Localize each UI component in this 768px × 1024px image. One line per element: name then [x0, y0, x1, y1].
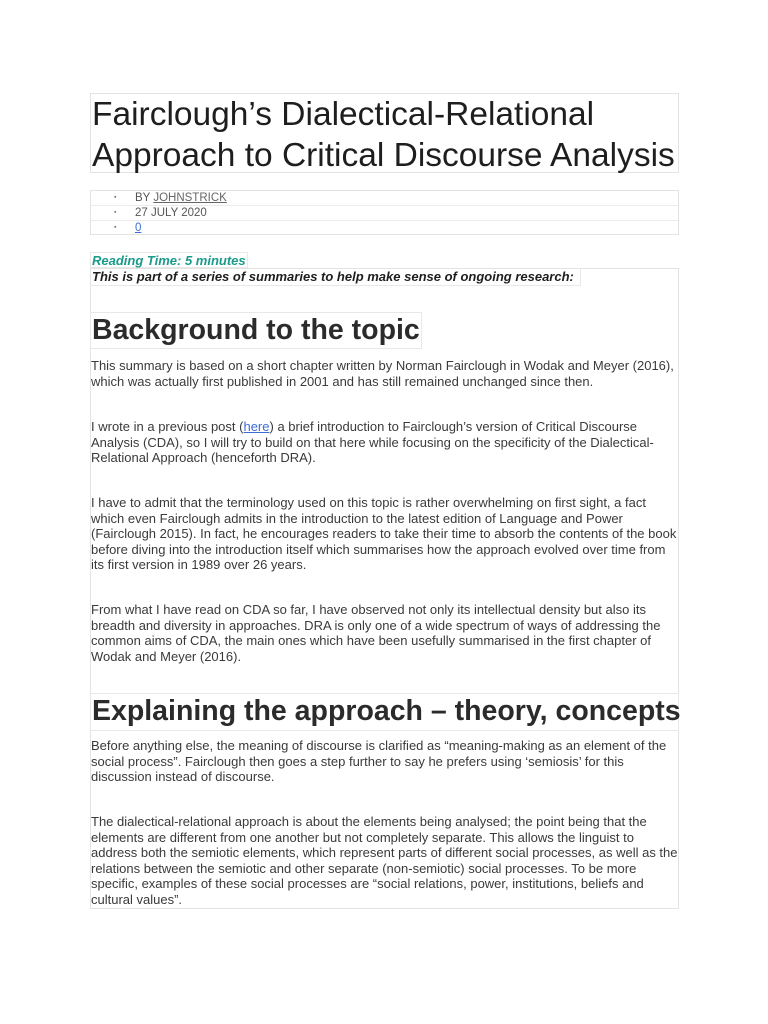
meta-comments: [91, 221, 678, 235]
paragraph: The dialectical-relational approach is about the elements being analysed; the point being that the elements are different from one another but not completely separate. This allows the linguist to address both the semiotic elements, which represent parts of different social processes, as well as the relations between the semiotic and other separate (non-semiotic) social processes. To be more specific, examples of these social processes are “social relations, power, institutions, beliefs and cultural values”.: [91, 814, 678, 907]
comments-count-link[interactable]: 0: [135, 222, 142, 234]
paragraph: This summary is based on a short chapter written by Norman Fairclough in Wodak and Meyer (2016), which was actually first published in 2001 and has still remained unchanged since then.: [91, 358, 674, 389]
page-title: Fairclough’s Dialectical-Relational Approach to Critical Discourse Analysis: [92, 96, 675, 174]
previous-post-link[interactable]: here: [243, 419, 270, 434]
post-meta: [90, 190, 679, 235]
section-heading-approach: Explaining the approach – theory, concepts: [90, 693, 679, 731]
author-link[interactable]: JOHNSTRICK: [153, 192, 227, 204]
section-heading-background: Background to the topic: [90, 312, 422, 349]
paragraph-text: ) a brief introduction to Fairclough’s version of Critical Discourse Analysis (CDA), so I will try to build on that here while focusing on the specificity of the Dialectical-Relational Approach (henceforth DRA).: [91, 419, 654, 466]
meta-by-prefix: BY: [135, 192, 154, 204]
paragraph: I have to admit that the terminology used on this topic is rather overwhelming on first sight, a fact which even Fairclough admits in the introduction to the latest edition of Language and Power (Fairclough 2015). In fact, he encourages readers to take their time to absorb the contents of the book before diving into the introduction itself which summarises how the approach evolved over time from its first version in 1989 over 26 years.: [91, 495, 677, 573]
meta-author: [91, 191, 678, 206]
paragraph: Before anything else, the meaning of discourse is clarified as “meaning-making as an element of the social process”. Fairclough then goes a step further to say he prefers using ‘semiosis’ for this discussion instead of discourse.: [91, 738, 667, 785]
post-meta-list: [91, 191, 678, 235]
series-intro: This is part of a series of summaries to help make sense of ongoing research:: [91, 269, 581, 286]
title-box: [90, 93, 679, 173]
paragraph: From what I have read on CDA so far, I have observed not only its intellectual density but also its breadth and diversity in approaches. DRA is only one of a wide spectrum of ways of addressing the common aims of CDA, the main ones which have been usefully summarised in the first chapter of Wodak and Meyer (2016).: [91, 602, 661, 664]
reading-time: Reading Time: 5 minutes: [92, 253, 246, 268]
meta-date: ▪ 27 JULY 2020: [91, 206, 678, 221]
paragraph: [91, 419, 679, 466]
article-body: [90, 268, 679, 909]
paragraph-text: I wrote in a previous post (: [91, 419, 244, 434]
